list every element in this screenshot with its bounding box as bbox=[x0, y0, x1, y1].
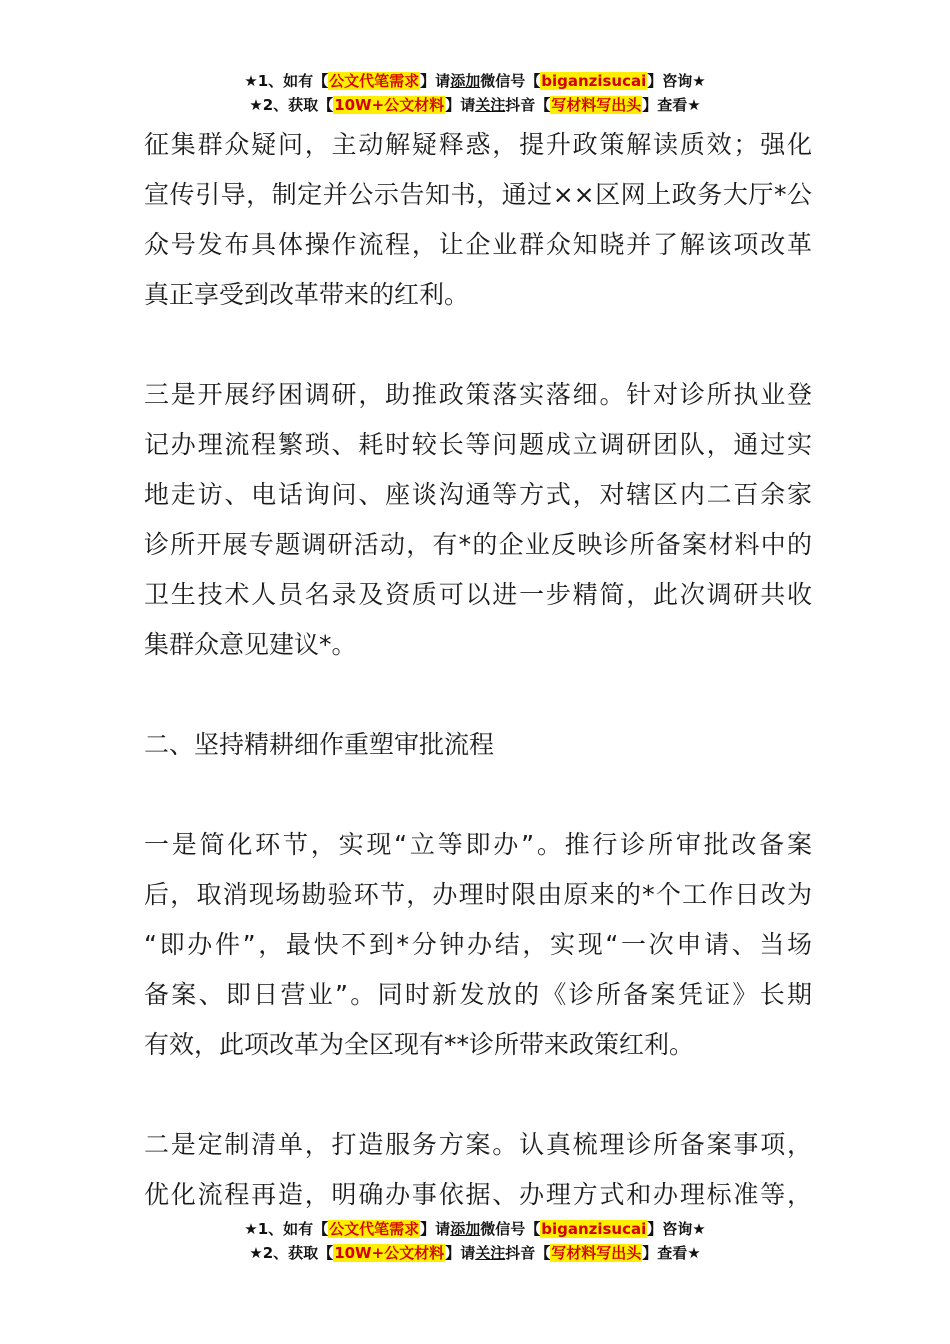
banner-text: 】查看★ bbox=[642, 96, 701, 114]
footer-banner bbox=[0, 1217, 950, 1265]
text-line: 备案、即日营业”。同时新发放的《诊所备案凭证》长期 bbox=[144, 980, 812, 1009]
text-line: 一是简化环节，实现“立等即办”。推行诊所审批改备案 bbox=[144, 830, 812, 859]
banner-text: 】请 bbox=[445, 96, 476, 114]
douyin-id-highlight: 写材料写出头 bbox=[551, 1244, 642, 1262]
banner-text: ★1、如有【 bbox=[244, 72, 329, 90]
text-line: 地走访、电话询问、座谈沟通等方式，对辖区内二百余家 bbox=[144, 480, 812, 509]
underlined-text: 关注 bbox=[475, 1244, 506, 1262]
banner-text: 】查看★ bbox=[642, 1244, 701, 1262]
banner-text: 】请 bbox=[420, 72, 451, 90]
banner-text: 微信号【 bbox=[480, 1220, 541, 1238]
paragraph bbox=[144, 1120, 812, 1220]
text-line: 三是开展纾困调研，助推政策落实落细。针对诊所执业登 bbox=[144, 380, 812, 409]
text-line: 后，取消现场勘验环节，办理时限由原来的*个工作日改为 bbox=[144, 880, 812, 909]
text-line: 诊所开展专题调研活动，有*的企业反映诊所备案材料中的 bbox=[144, 530, 812, 559]
paragraph-gap bbox=[144, 320, 812, 370]
highlight-text: 10W+公文材料 bbox=[334, 96, 445, 114]
text-line: 众号发布具体操作流程，让企业群众知晓并了解该项改革 bbox=[144, 230, 812, 259]
text-line: 真正享受到改革带来的红利。 bbox=[144, 280, 470, 309]
wechat-id-highlight: biganzisucai bbox=[541, 72, 647, 90]
text-line: 征集群众疑问，主动解疑释惑，提升政策解读质效；强化 bbox=[144, 130, 812, 159]
heading-line: 二、坚持精耕细作重塑审批流程 bbox=[144, 730, 495, 759]
text-line: 卫生技术人员名录及资质可以进一步精简，此次调研共收 bbox=[144, 580, 812, 609]
text-line: 记办理流程繁琐、耗时较长等问题成立调研团队，通过实 bbox=[144, 430, 812, 459]
underlined-text: 添加 bbox=[450, 72, 481, 90]
banner-line-1 bbox=[0, 1217, 950, 1241]
section-heading bbox=[144, 720, 812, 770]
paragraph bbox=[144, 120, 812, 320]
wechat-id-highlight: biganzisucai bbox=[541, 1220, 647, 1238]
paragraph-gap bbox=[144, 1070, 812, 1120]
banner-line-1 bbox=[0, 69, 950, 93]
text-line: 宣传引导，制定并公示告知书，通过××区网上政务大厅*公 bbox=[144, 180, 812, 209]
paragraph-gap bbox=[144, 670, 812, 720]
text-line: 集群众意见建议*。 bbox=[144, 630, 357, 659]
text-line: 二是定制清单，打造服务方案。认真梳理诊所备案事项， bbox=[144, 1130, 812, 1159]
underlined-text: 添加 bbox=[450, 1220, 481, 1238]
douyin-id-highlight: 写材料写出头 bbox=[551, 96, 642, 114]
underlined-text: 关注 bbox=[475, 96, 506, 114]
banner-text: ★2、获取【 bbox=[249, 96, 334, 114]
banner-line-2 bbox=[0, 93, 950, 117]
text-line: 有效，此项改革为全区现有**诊所带来政策红利。 bbox=[144, 1030, 695, 1059]
banner-text: ★2、获取【 bbox=[249, 1244, 334, 1262]
highlight-text: 公文代笔需求 bbox=[329, 72, 420, 90]
banner-text: 抖音【 bbox=[505, 1244, 551, 1262]
highlight-text: 公文代笔需求 bbox=[329, 1220, 420, 1238]
paragraph bbox=[144, 820, 812, 1070]
paragraph-gap bbox=[144, 770, 812, 820]
banner-text: 】咨询★ bbox=[647, 72, 706, 90]
banner-text: ★1、如有【 bbox=[244, 1220, 329, 1238]
text-line: 优化流程再造，明确办事依据、办理方式和办理标准等， bbox=[144, 1180, 812, 1209]
banner-text: 】咨询★ bbox=[647, 1220, 706, 1238]
text-line: “即办件”，最快不到*分钟办结，实现“一次申请、当场 bbox=[144, 930, 812, 959]
document-body bbox=[144, 120, 812, 1220]
banner-text: 抖音【 bbox=[505, 96, 551, 114]
paragraph bbox=[144, 370, 812, 670]
banner-text: 微信号【 bbox=[480, 72, 541, 90]
banner-line-2 bbox=[0, 1241, 950, 1265]
banner-text: 】请 bbox=[445, 1244, 476, 1262]
banner-text: 】请 bbox=[420, 1220, 451, 1238]
header-banner bbox=[0, 69, 950, 117]
highlight-text: 10W+公文材料 bbox=[334, 1244, 445, 1262]
